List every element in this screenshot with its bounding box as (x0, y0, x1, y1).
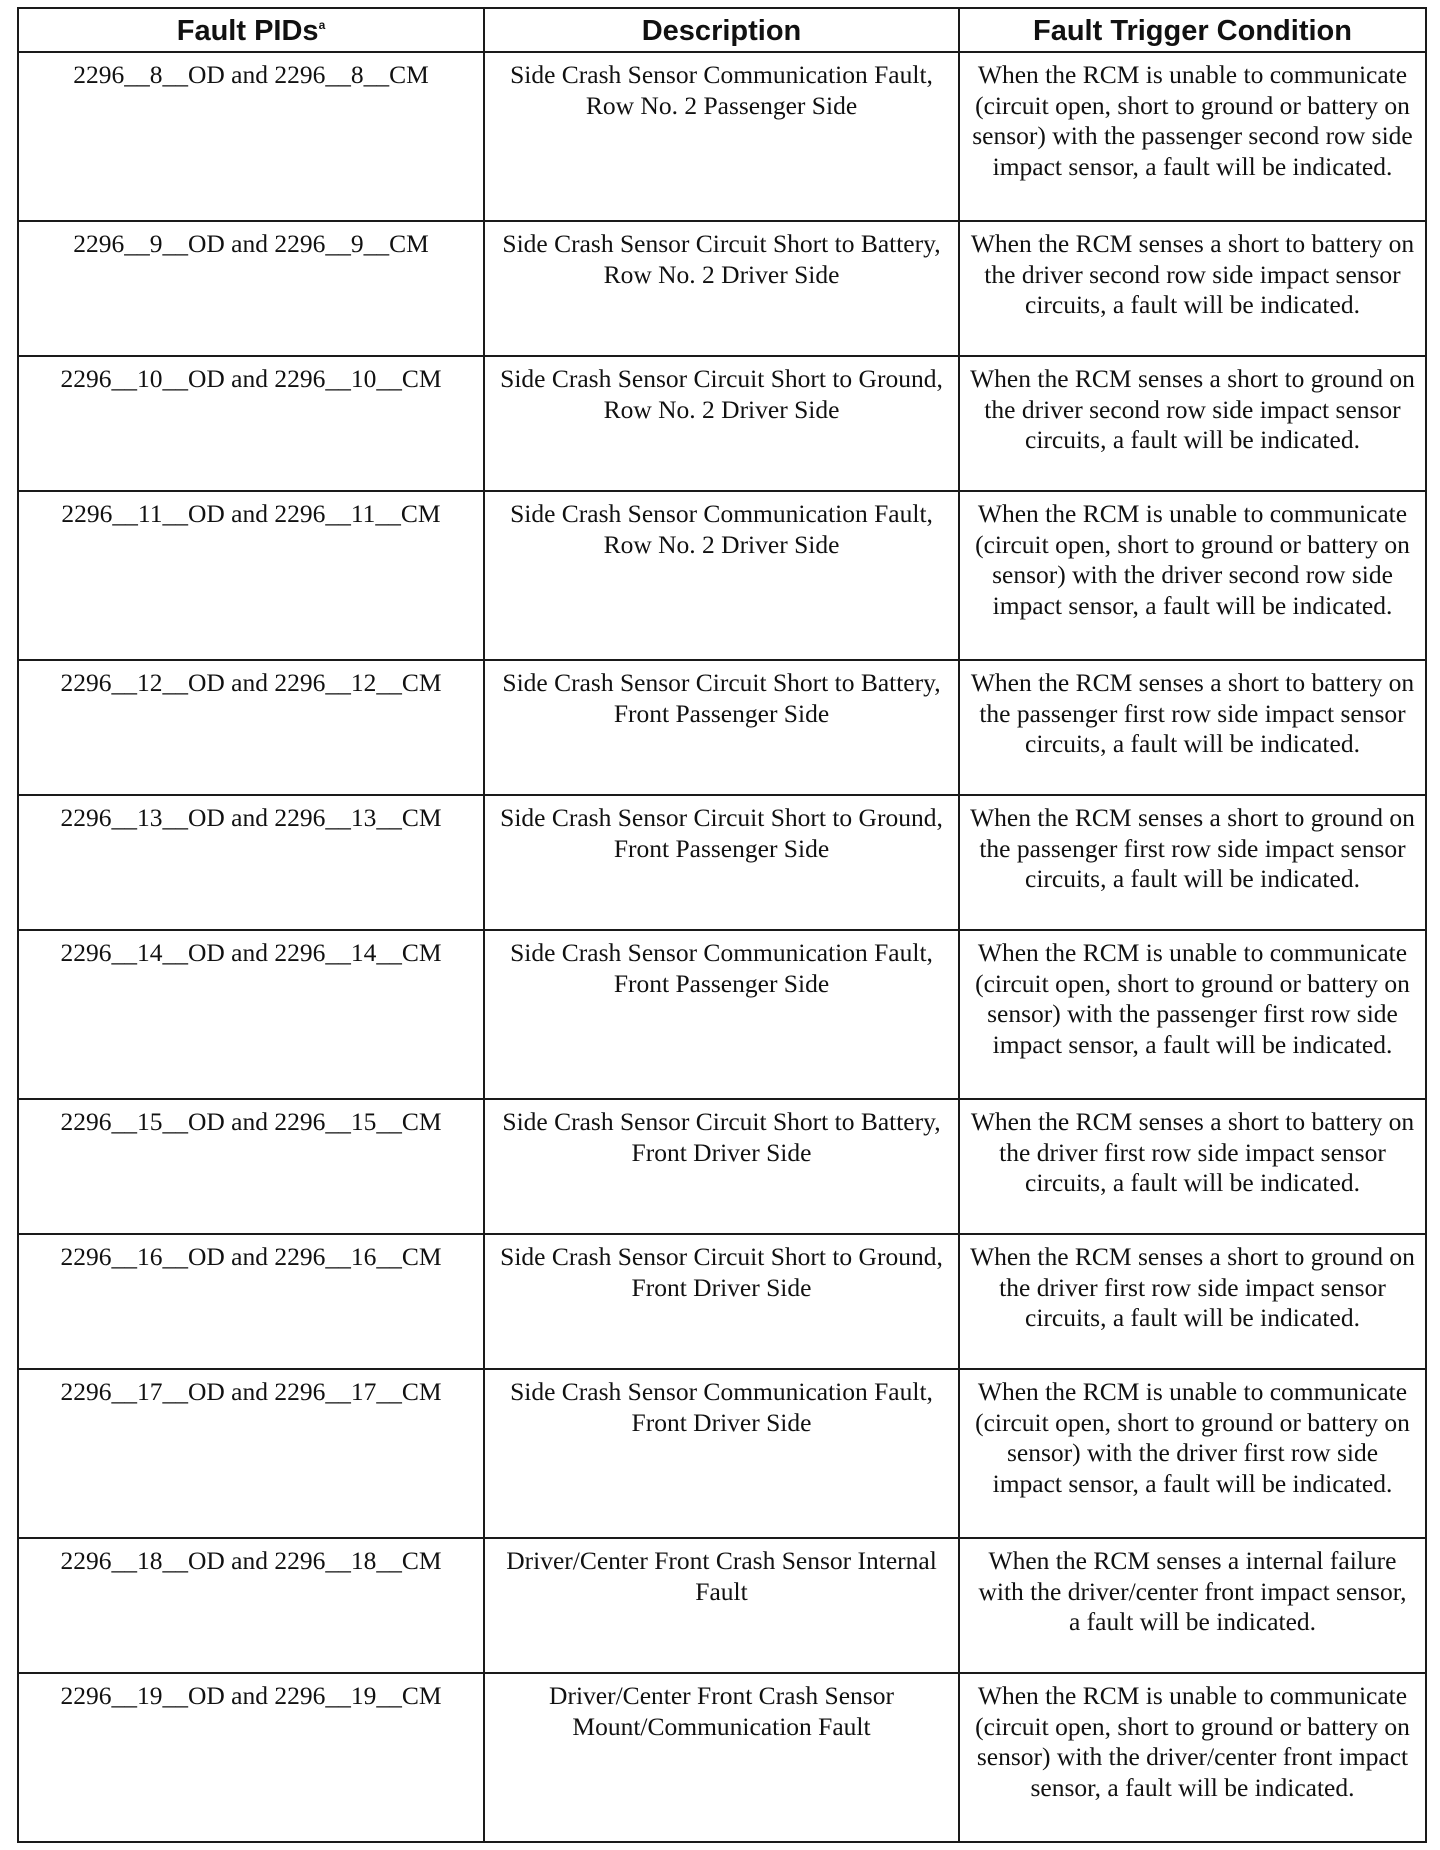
description-cell: Side Crash Sensor Communication Fault, Front Passenger Side (484, 930, 959, 1099)
fault-pid-cell: 2296__14__OD and 2296__14__CM (18, 930, 484, 1099)
description-cell: Driver/Center Front Crash Sensor Mount/Communication Fault (484, 1673, 959, 1842)
trigger-condition-cell: When the RCM is unable to communicate (circuit open, short to ground or battery on sensor) with the passenger first row side impact sensor, a fault will be indicated. (959, 930, 1426, 1099)
header-fault-pids (18, 8, 484, 52)
fault-pid-cell: 2296__12__OD and 2296__12__CM (18, 660, 484, 795)
table-row (18, 660, 1426, 795)
table-row (18, 221, 1426, 356)
fault-pid-cell: 2296__15__OD and 2296__15__CM (18, 1099, 484, 1234)
description-cell: Side Crash Sensor Circuit Short to Ground, Front Driver Side (484, 1234, 959, 1369)
description-cell: Side Crash Sensor Circuit Short to Battery, Front Driver Side (484, 1099, 959, 1234)
trigger-condition-cell: When the RCM senses a internal failure with the driver/center front impact sensor, a fault will be indicated. (959, 1538, 1426, 1673)
header-description: Description (484, 8, 959, 52)
fault-pid-cell: 2296__8__OD and 2296__8__CM (18, 52, 484, 221)
description-cell: Driver/Center Front Crash Sensor Internal Fault (484, 1538, 959, 1673)
table-row (18, 1099, 1426, 1234)
table-row (18, 356, 1426, 491)
table-row (18, 930, 1426, 1099)
description-cell: Side Crash Sensor Circuit Short to Battery, Front Passenger Side (484, 660, 959, 795)
description-cell: Side Crash Sensor Circuit Short to Ground, Row No. 2 Driver Side (484, 356, 959, 491)
table-row (18, 491, 1426, 660)
description-cell: Side Crash Sensor Circuit Short to Battery, Row No. 2 Driver Side (484, 221, 959, 356)
table-row (18, 1538, 1426, 1673)
trigger-condition-cell: When the RCM senses a short to ground on the driver first row side impact sensor circuits, a fault will be indicated. (959, 1234, 1426, 1369)
trigger-condition-cell: When the RCM senses a short to battery on the passenger first row side impact sensor circuits, a fault will be indicated. (959, 660, 1426, 795)
trigger-condition-cell: When the RCM senses a short to ground on the passenger first row side impact sensor circuits, a fault will be indicated. (959, 795, 1426, 930)
fault-pid-cell: 2296__19__OD and 2296__19__CM (18, 1673, 484, 1842)
fault-pid-table (17, 7, 1427, 1843)
trigger-condition-cell: When the RCM senses a short to battery on the driver first row side impact sensor circuits, a fault will be indicated. (959, 1099, 1426, 1234)
trigger-condition-cell: When the RCM is unable to communicate (circuit open, short to ground or battery on sensor) with the driver/center front impact sensor, a fault will be indicated. (959, 1673, 1426, 1842)
table-row (18, 1673, 1426, 1842)
trigger-condition-cell: When the RCM is unable to communicate (circuit open, short to ground or battery on sensor) with the passenger second row side impact sensor, a fault will be indicated. (959, 52, 1426, 221)
trigger-condition-cell: When the RCM is unable to communicate (circuit open, short to ground or battery on sensor) with the driver second row side impact sensor, a fault will be indicated. (959, 491, 1426, 660)
table-row (18, 1369, 1426, 1538)
table-row (18, 1234, 1426, 1369)
header-fault-trigger-condition: Fault Trigger Condition (959, 8, 1426, 52)
description-cell: Side Crash Sensor Communication Fault, Front Driver Side (484, 1369, 959, 1538)
table-header-row (18, 8, 1426, 52)
fault-pid-cell: 2296__13__OD and 2296__13__CM (18, 795, 484, 930)
trigger-condition-cell: When the RCM is unable to communicate (circuit open, short to ground or battery on sensor) with the driver first row side impact sensor, a fault will be indicated. (959, 1369, 1426, 1538)
fault-pid-cell: 2296__9__OD and 2296__9__CM (18, 221, 484, 356)
table-row (18, 52, 1426, 221)
fault-pid-cell: 2296__11__OD and 2296__11__CM (18, 491, 484, 660)
table-row (18, 795, 1426, 930)
trigger-condition-cell: When the RCM senses a short to ground on the driver second row side impact sensor circuits, a fault will be indicated. (959, 356, 1426, 491)
footnote-marker: a (318, 17, 326, 32)
trigger-condition-cell: When the RCM senses a short to battery on the driver second row side impact sensor circuits, a fault will be indicated. (959, 221, 1426, 356)
description-cell: Side Crash Sensor Communication Fault, Row No. 2 Passenger Side (484, 52, 959, 221)
description-cell: Side Crash Sensor Circuit Short to Ground, Front Passenger Side (484, 795, 959, 930)
fault-pid-cell: 2296__18__OD and 2296__18__CM (18, 1538, 484, 1673)
fault-pid-cell: 2296__16__OD and 2296__16__CM (18, 1234, 484, 1369)
fault-pid-cell: 2296__17__OD and 2296__17__CM (18, 1369, 484, 1538)
header-fault-pids-label: Fault PIDs (176, 14, 319, 47)
description-cell: Side Crash Sensor Communication Fault, Row No. 2 Driver Side (484, 491, 959, 660)
fault-pid-cell: 2296__10__OD and 2296__10__CM (18, 356, 484, 491)
